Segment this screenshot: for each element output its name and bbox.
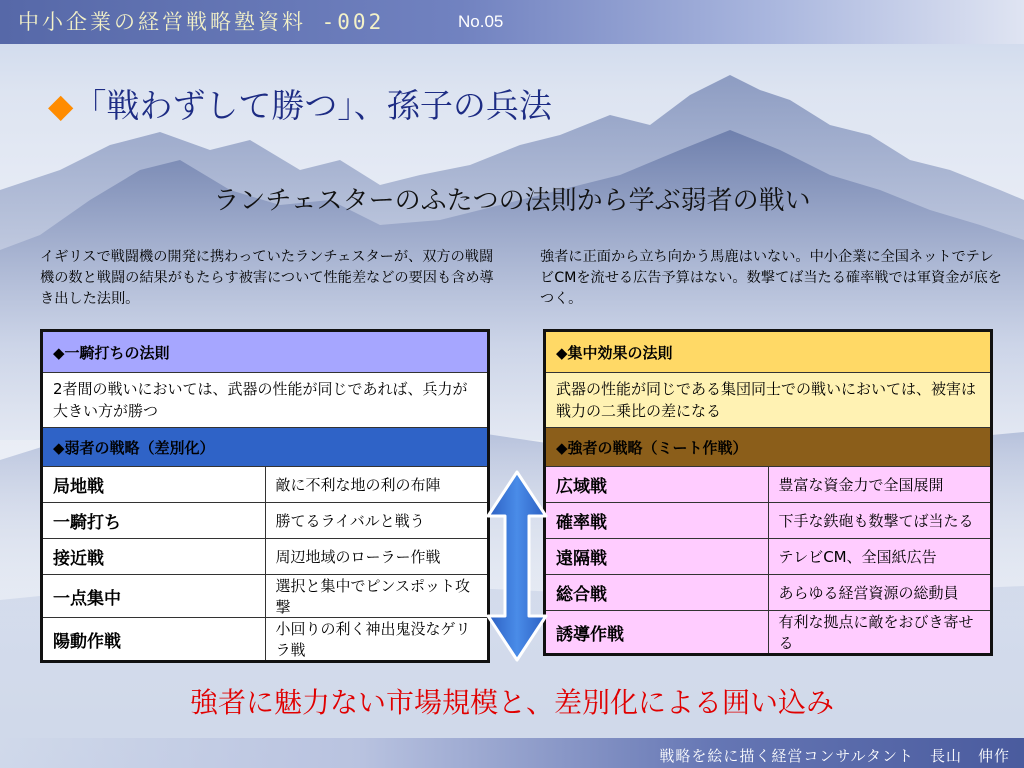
tactic-name: 局地戦 (42, 467, 266, 503)
tactic-name: 一騎打ち (42, 503, 266, 539)
tactic-description: 小回りの利く神出鬼没なゲリラ戦 (265, 618, 489, 662)
deck-title: 中小企業の経営戦略塾資料 -002 (18, 10, 385, 34)
left-description: イギリスで戦闘機の開発に携わっていたランチェスターが、双方の戦闘機の数と戦闘の結果がもたらす被害について性能差などの要因も含め導き出した法則。 (40, 249, 494, 307)
double-headed-vertical-arrow-icon (486, 470, 548, 662)
tactic-description: 勝てるライバルと戦う (265, 503, 489, 539)
slide-subheading: ランチェスターのふたつの法則から学ぶ弱者の戦い (213, 186, 811, 216)
tactic-description: 有利な拠点に敵をおびき寄せる (768, 611, 992, 655)
table-row (42, 503, 489, 539)
tactic-description: 周辺地域のローラー作戦 (265, 539, 489, 575)
tactic-name: 一点集中 (42, 575, 266, 618)
table-row (545, 503, 992, 539)
weak-strategy-table (40, 329, 490, 663)
strategy-title: ◆強者の戦略（ミート作戦） (545, 428, 992, 467)
tactic-description: 下手な鉄砲も数撃てば当たる (768, 503, 992, 539)
tactic-description: テレビCM、全国紙広告 (768, 539, 992, 575)
tactic-description: あらゆる経営資源の総動員 (768, 575, 992, 611)
slide-heading (48, 80, 552, 127)
tactic-name: 接近戦 (42, 539, 266, 575)
table-row (545, 539, 992, 575)
footer-author: 戦略を絵に描く経営コンサルタント 長山 伸作 (659, 747, 1010, 765)
slide-heading-text: 「戦わずして勝つ」、孫子の兵法 (73, 86, 552, 125)
law-title: ◆集中効果の法則 (545, 331, 992, 373)
slide-number: No.05 (458, 12, 504, 31)
strong-strategy-table (543, 329, 993, 656)
law-text: 2者間の戦いにおいては、武器の性能が同じであれば、兵力が大きい方が勝つ (42, 373, 489, 428)
header-bar (0, 0, 1024, 44)
law-text: 武器の性能が同じである集団同士での戦いにおいては、被害は戦力の二乗比の差になる (545, 373, 992, 428)
conclusion-text: 強者に魅力ない市場規模と、差別化による囲い込み (189, 686, 834, 719)
table-row (42, 539, 489, 575)
tactic-name: 確率戦 (545, 503, 769, 539)
table-row (545, 611, 992, 655)
tactic-description: 豊富な資金力で全国展開 (768, 467, 992, 503)
tactic-name: 広域戦 (545, 467, 769, 503)
table-row (545, 467, 992, 503)
table-row (545, 575, 992, 611)
tactic-name: 総合戦 (545, 575, 769, 611)
table-row (42, 575, 489, 618)
tactic-description: 選択と集中でピンスポット攻撃 (265, 575, 489, 618)
tactic-description: 敵に不利な地の利の布陣 (265, 467, 489, 503)
right-description: 強者に正面から立ち向かう馬鹿はいない。中小企業に全国ネットでテレビCMを流せる広告予算はない。数撃てば当たる確率戦では軍資金が底をつく。 (540, 249, 1002, 307)
diamond-marker-icon: ◆ (48, 86, 74, 125)
tactic-name: 遠隔戦 (545, 539, 769, 575)
table-row (42, 467, 489, 503)
footer-bar (0, 738, 1024, 768)
tactic-name: 誘導作戦 (545, 611, 769, 655)
law-title: ◆一騎打ちの法則 (42, 331, 489, 373)
strategy-title: ◆弱者の戦略（差別化） (42, 428, 489, 467)
table-row (42, 618, 489, 662)
tactic-name: 陽動作戦 (42, 618, 266, 662)
